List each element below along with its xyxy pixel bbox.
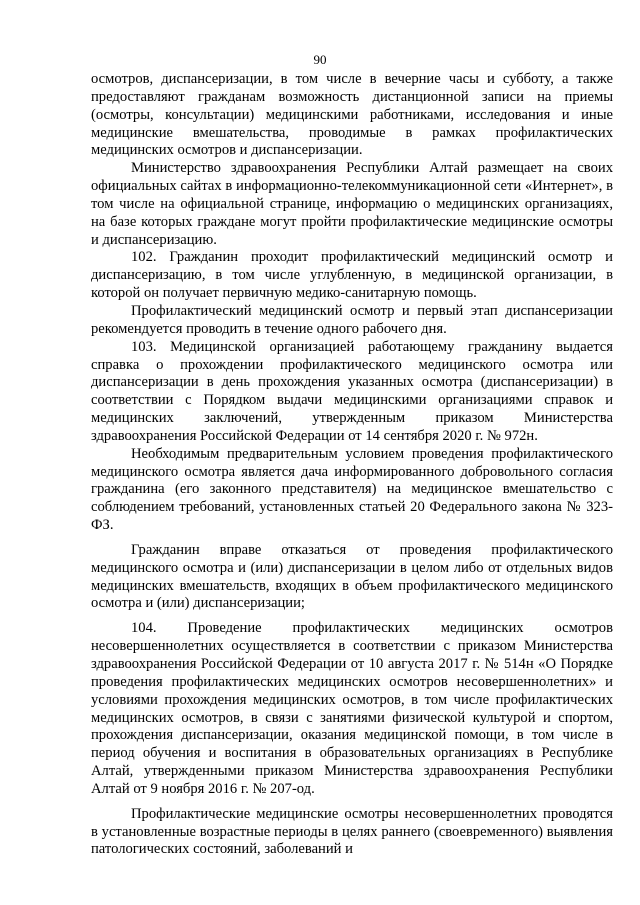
paragraph-104: 104. Проведение профилактических медицинских осмотров несовершеннолетних осуществляется в соответствии с приказом Министерства здравоохранения Российской Федерации от 10 августа 2017 г. № 514н «О Порядке проведения профилактических медицинских осмотров несовершеннолетних» и условиями прохождения медицинских осмотров, в том числе профилактических медицинских осмотров, в связи с занятиями физической культурой и спортом, прохождения диспансеризации, оказания медицинской помощи, в том числе в период обучения и воспитания в образовательных организациях в Республике Алтай, утвержденными приказом Министерства здравоохранения Республики Алтай от 9 ноября 2016 г. № 207-од. <box>91 620 613 797</box>
paragraph-consent: Необходимым предварительным условием проведения профилактического медицинского осмотра является дача информированного добровольного согласия гражданина (его законного представителя) на медицинское вмешательство с соблюдением требований, установленных статьей 20 Федерального закона № 323-ФЗ. <box>91 445 613 534</box>
paragraph-ministry-info: Министерство здравоохранения Республики Алтай размещает на своих официальных сайтах в информационно-телекоммуникационной сети «Интернет», в том числе на официальной странице, информацию о медицинских организациях, на базе которых граждане могут пройти профилактические медицинские осмотры и диспансеризацию. <box>91 160 613 248</box>
paragraph-continuation: осмотров, диспансеризации, в том числе в вечерние часы и субботу, а также предоставляют гражданам возможность дистанционной записи на приемы (осмотры, консультации) медицинскими работниками, исследования и иные медицинские вмешательства, проводимые в рамках профилактических медицинских осмотров и диспансеризации. <box>91 71 613 159</box>
document-body <box>91 71 613 859</box>
page-number: 90 <box>313 52 327 67</box>
paragraph-minors-exams: Профилактические медицинские осмотры несовершеннолетних проводятся в установленные возрастные периоды в целях раннего (своевременного) выявления патологических состояний, заболеваний и <box>91 805 613 858</box>
paragraph-refusal: Гражданин вправе отказаться от проведения профилактического медицинского осмотра и (или) диспансеризации в целом либо от отдельных видов медицинских вмешательств, входящих в объем профилактического медицинского осмотра и (или) диспансеризации; <box>91 541 613 612</box>
paragraph-first-stage: Профилактический медицинский осмотр и первый этап диспансеризации рекомендуется проводить в течение одного рабочего дня. <box>91 302 613 337</box>
paragraph-102: 102. Гражданин проходит профилактический медицинский осмотр и диспансеризацию, в том числе углубленную, в медицинской организации, в которой он получает первичную медико-санитарную помощь. <box>91 249 613 302</box>
paragraph-103: 103. Медицинской организацией работающему гражданину выдается справка о прохождении профилактического медицинского осмотра или диспансеризации в день прохождения указанных осмотра (диспансеризации) в соответствии с Порядком выдачи медицинскими организациями справок и медицинских заключений, утвержденным приказом Министерства здравоохранения Российской Федерации от 14 сентября 2020 г. № 972н. <box>91 338 613 444</box>
